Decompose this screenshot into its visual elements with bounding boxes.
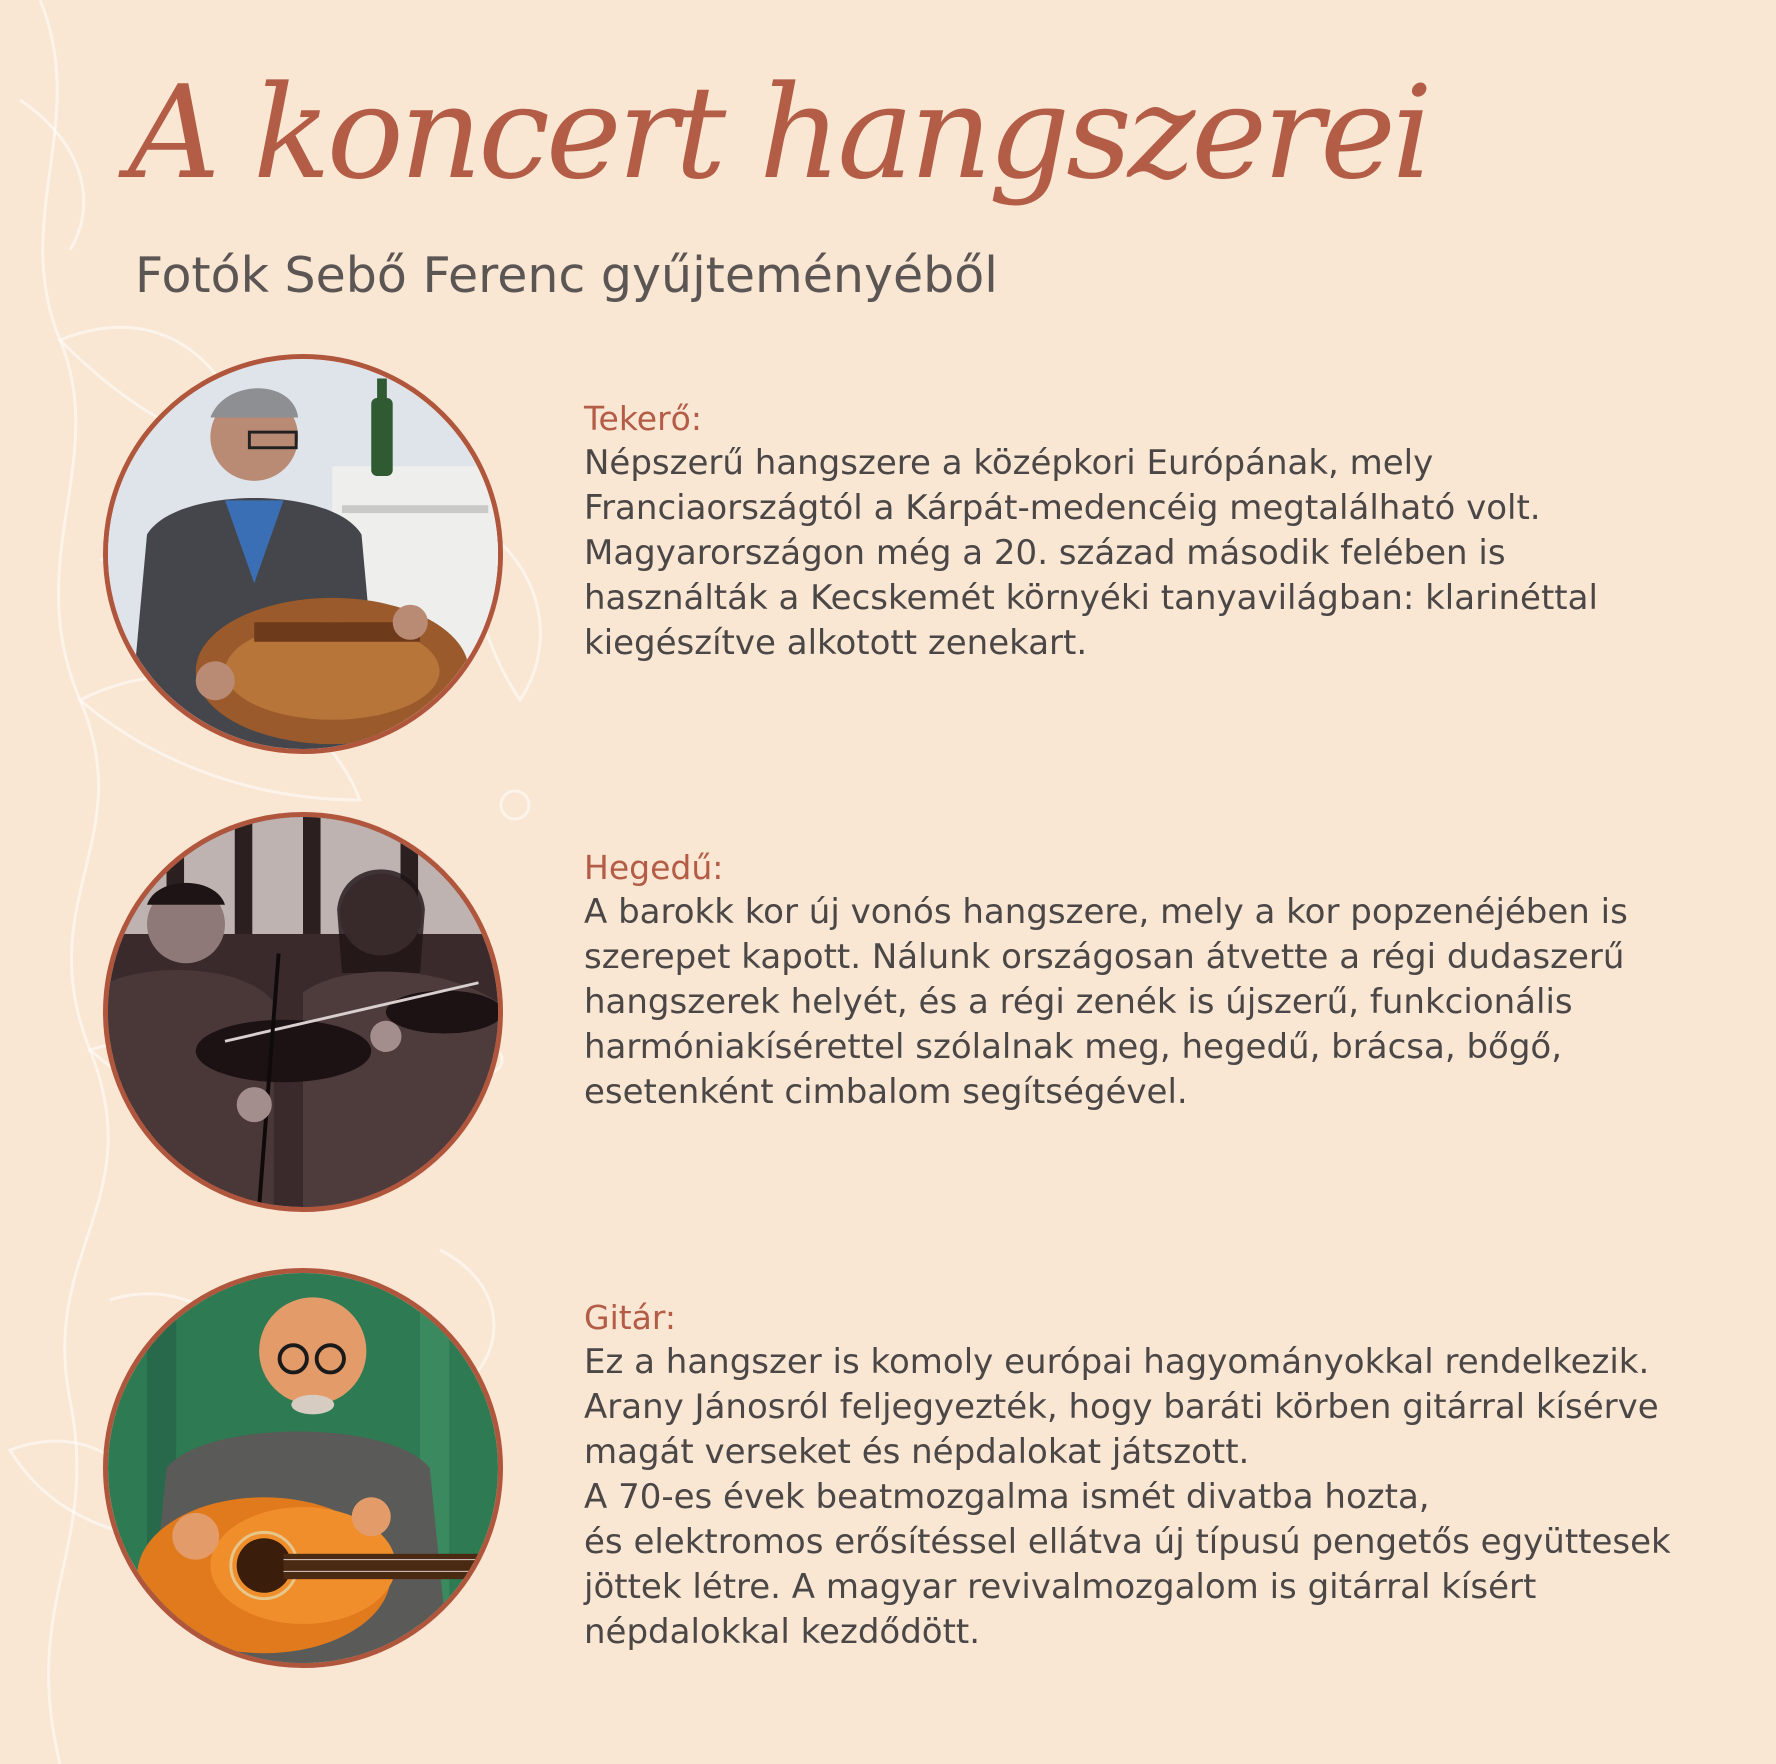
section-text-line: Franciaországtól a Kárpát-medencéig megtalálható volt. (584, 488, 1541, 528)
hurdy-gurdy-photo (103, 354, 503, 754)
page-subtitle: Fotók Sebő Ferenc gyűjteményéből (135, 247, 998, 304)
violin-photo (103, 812, 503, 1212)
section-text-line: Magyarországon még a 20. század második felében is (584, 533, 1506, 573)
section-heading: Gitár: (584, 1298, 677, 1337)
section-text-line: népdalokkal kezdődött. (584, 1612, 981, 1652)
section-text-line: Népszerű hangszere a középkori Európának, mely (584, 443, 1434, 483)
section-text-line: hangszerek helyét, és a régi zenék is újszerű, funkcionális (584, 982, 1573, 1022)
section-text-line: használták a Kecskemét környéki tanyavilágban: klarinéttal (584, 578, 1598, 618)
page-title: A koncert hangszerei (128, 59, 1429, 208)
section-guitar (584, 1295, 1724, 1655)
section-text-line: A 70-es évek beatmozgalma ismét divatba hozta, (584, 1477, 1430, 1517)
section-text-line: Ez a hangszer is komoly európai hagyományokkal rendelkezik. (584, 1342, 1650, 1382)
section-text-line: jöttek létre. A magyar revivalmozgalom is gitárral kísért (584, 1567, 1537, 1607)
section-heading: Hegedű: (584, 848, 724, 887)
section-text-line: A barokk kor új vonós hangszere, mely a kor popzenéjében is (584, 892, 1628, 932)
section-text-line: Arany Jánosról feljegyezték, hogy baráti körben gitárral kísérve (584, 1387, 1659, 1427)
section-text-line: kiegészítve alkotott zenekart. (584, 623, 1088, 663)
section-hurdy-gurdy (584, 396, 1724, 666)
section-text-line: esetenként cimbalom segítségével. (584, 1072, 1188, 1112)
section-text-line: magát verseket és népdalokat játszott. (584, 1432, 1250, 1472)
section-text-line: harmóniakísérettel szólalnak meg, hegedű, brácsa, bőgő, (584, 1027, 1563, 1067)
section-violin (584, 845, 1724, 1115)
section-text-line: és elektromos erősítéssel ellátva új típusú pengetős együttesek (584, 1522, 1671, 1562)
section-text-line: szerepet kapott. Nálunk országosan átvette a régi dudaszerű (584, 937, 1625, 977)
section-heading: Tekerő: (584, 399, 702, 438)
guitar-photo (103, 1268, 503, 1668)
